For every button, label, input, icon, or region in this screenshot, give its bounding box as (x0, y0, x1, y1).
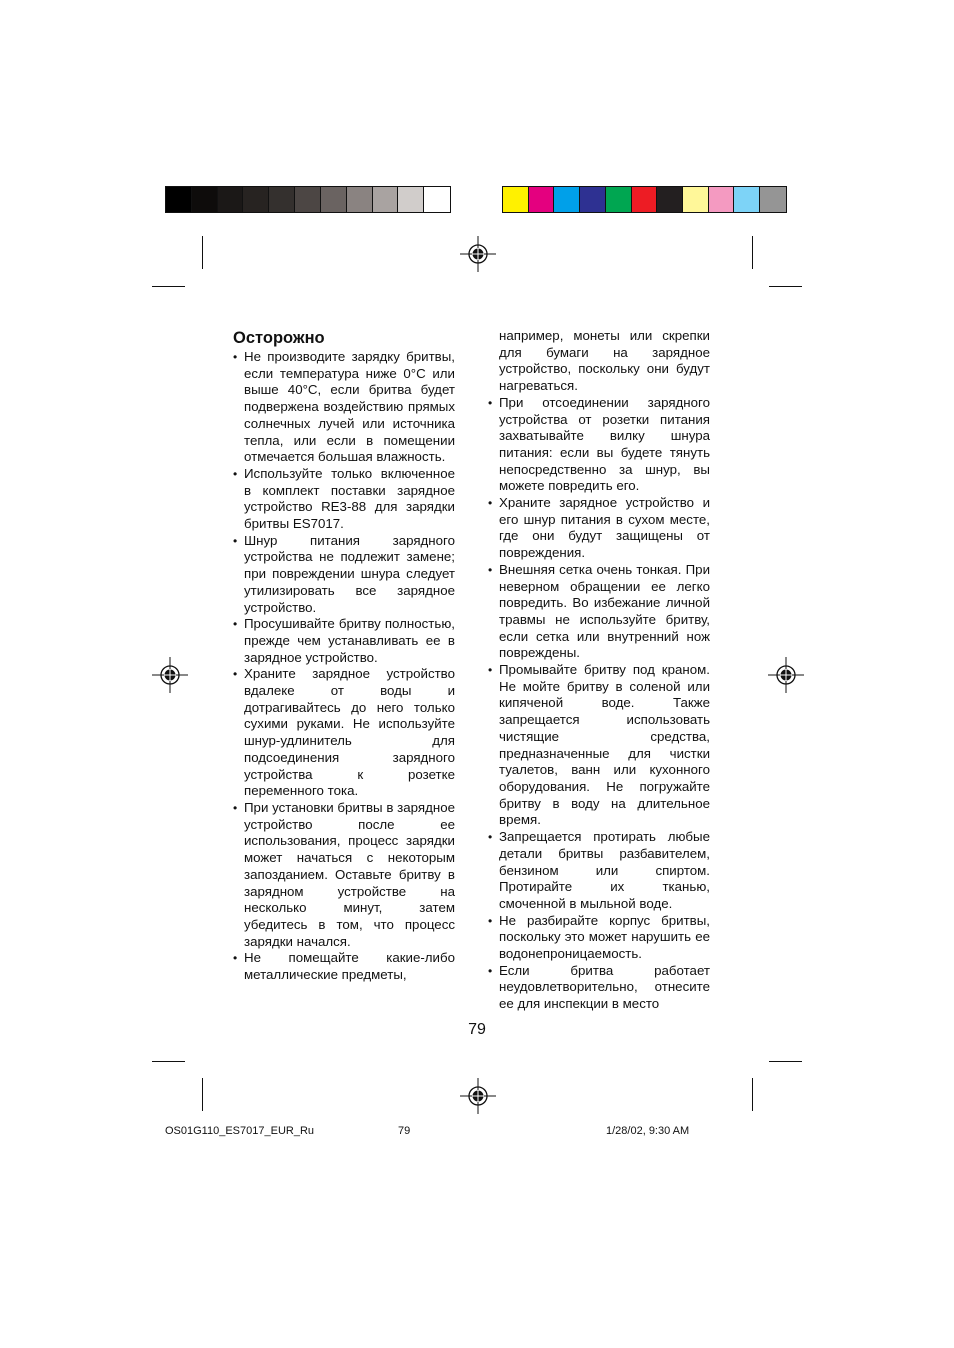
gray-swatch (243, 187, 269, 212)
bullet-icon: • (488, 913, 493, 928)
bullet-icon: • (488, 395, 493, 410)
right-column (488, 328, 710, 1013)
crop-mark (769, 286, 802, 287)
registration-mark-icon (460, 236, 496, 272)
crop-mark (752, 236, 753, 269)
list-item-text: При отсоединении зарядного устройства от розетки питания захватывайте вилку шнура питания: если вы будете тянуть непосредственно за шнур, вы можете повредить его. (499, 394, 710, 494)
list-item-text: Не производите зарядку бритвы, если температура ниже 0°C или выше 40°C, если бритва будет подвержена воздействию прямых солнечных лучей или источника тепла, или если в помещении отмечается большая влажность. (244, 349, 455, 465)
gray-swatch (347, 187, 373, 212)
bullet-icon: • (488, 830, 493, 845)
gray-swatch (398, 187, 424, 212)
crop-mark (202, 1078, 203, 1111)
color-swatch (760, 187, 786, 212)
color-swatch (580, 187, 606, 212)
caution-list (233, 349, 455, 984)
list-item-text: Промывайте бритву под краном. Не мойте бритву в соленой или кипяченой воде. Также запрещается использовать чистящие средства, предназначенные для чистки туалетов, ванн или кухонного оборудования. Не погружайте бритву в воду на длительное время. (499, 662, 710, 828)
bullet-icon: • (233, 617, 238, 632)
gray-swatch (166, 187, 192, 212)
registration-mark-icon (460, 1078, 496, 1114)
color-swatch (734, 187, 760, 212)
bullet-icon: • (488, 496, 493, 511)
grayscale-calibration-bar (165, 186, 451, 213)
color-swatch (632, 187, 658, 212)
gray-swatch (192, 187, 218, 212)
crop-mark (152, 286, 185, 287)
page-number: 79 (468, 1021, 486, 1038)
gray-swatch (373, 187, 399, 212)
color-swatch (529, 187, 555, 212)
gray-swatch (218, 187, 244, 212)
gray-swatch (321, 187, 347, 212)
list-item-text: Храните зарядное устройство вдалеке от воды и дотрагивайтесь до него только сухими руками. Не используйте шнур-удлинитель для подсоединения зарядного устройства к розетке переменного тока. (244, 666, 455, 799)
list-item-text: Храните зарядное устройство и его шнур питания в сухом месте, где они будут защищены от повреждения. (499, 495, 710, 561)
list-item (488, 495, 710, 562)
gray-swatch (269, 187, 295, 212)
list-item (233, 666, 455, 800)
gray-swatch (295, 187, 321, 212)
list-item-text: Внешняя сетка очень тонкая. При неверном обращении ее легко повредить. Во избежание личной травмы не используйте бритву, если сетка или внутренний нож повреждены. (499, 561, 710, 661)
bullet-icon: • (233, 350, 238, 364)
bullet-icon: • (233, 667, 238, 682)
bullet-icon: • (233, 533, 238, 548)
list-item-text: Просушивайте бритву полностью, прежде чем устанавливать ее в зарядное устройство. (244, 616, 455, 665)
color-swatch (503, 187, 529, 212)
list-item-text: Запрещается протирать любые детали бритвы разбавителем, бензином или спиртом. Протирайте их тканью, смоченной в мыльной воде. (499, 829, 710, 911)
registration-mark-icon (768, 657, 804, 693)
left-column (233, 328, 455, 984)
list-item (488, 395, 710, 495)
bullet-icon: • (233, 951, 238, 966)
color-swatch (709, 187, 735, 212)
color-swatch (657, 187, 683, 212)
section-heading: Осторожно (233, 329, 325, 347)
list-item (233, 800, 455, 950)
bullet-icon: • (233, 466, 238, 481)
crop-mark (752, 1078, 753, 1111)
footer-page: 79 (398, 1125, 411, 1137)
color-swatch (606, 187, 632, 212)
list-item (233, 466, 455, 533)
bullet-icon: • (488, 963, 493, 978)
color-swatch (683, 187, 709, 212)
crop-mark (202, 236, 203, 269)
list-item (233, 616, 455, 666)
crop-mark (152, 1061, 185, 1062)
registration-mark-icon (152, 657, 188, 693)
bullet-icon: • (488, 562, 493, 577)
list-item (488, 562, 710, 662)
footer-filename: OS01G110_ES7017_EUR_Ru (165, 1125, 315, 1137)
list-item-text: При установки бритвы в зарядное устройство после ее использования, процесс зарядки может начаться с некоторым запозданием. Оставьте бритву в зарядном устройстве на несколько минут, затем убедитесь в том, что процесс зарядки начался. (244, 799, 455, 949)
footer-date: 1/28/02, 9:30 AM (606, 1125, 690, 1137)
gray-swatch (424, 187, 450, 212)
list-item (233, 533, 455, 617)
list-item (488, 662, 710, 829)
color-calibration-bar (502, 186, 787, 213)
list-item-text: Не разбирайте корпус бритвы, поскольку это может нарушить ее водонепроницаемость. (499, 912, 710, 962)
list-item (233, 349, 455, 466)
list-item-text: Шнур питания зарядного устройства не подлежит замене; при повреждении шнура следует утилизировать все зарядное устройство. (244, 532, 455, 615)
list-item (488, 829, 710, 913)
caution-list (488, 395, 710, 1013)
list-item-text: Не помещайте какие-либо металлические предметы, (244, 950, 455, 983)
continued-text: например, монеты или скрепки для бумаги на зарядное устройство, поскольку они будут нагреваться. (499, 328, 710, 394)
list-item (233, 950, 455, 983)
list-item (488, 913, 710, 963)
bullet-icon: • (488, 663, 493, 678)
color-swatch (554, 187, 580, 212)
list-item-text: Используйте только включенное в комплект поставки зарядное устройство RE3-88 для зарядки бритвы ES7017. (244, 465, 455, 532)
list-item (488, 963, 710, 1013)
bullet-icon: • (233, 800, 238, 815)
list-item-text: Если бритва работает неудовлетворительно, отнесите ее для инспекции в место (499, 962, 710, 1012)
crop-mark (769, 1061, 802, 1062)
